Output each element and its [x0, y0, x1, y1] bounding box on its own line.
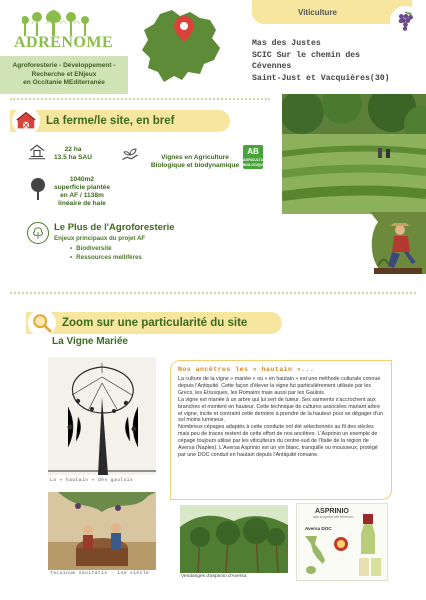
barn-icon — [12, 107, 40, 135]
farm-title: La ferme/le site, en bref — [46, 115, 175, 127]
category-label: Viticulture — [298, 7, 337, 17]
hautain-engraving — [48, 357, 156, 475]
hautain-text-box — [170, 360, 392, 500]
department-map — [140, 8, 222, 86]
farm-name-line: Saint-Just et Vacquières(30) — [252, 73, 390, 83]
field-icon — [28, 143, 46, 161]
category-banner — [252, 0, 412, 24]
asprinio-doc: Aversa DOC — [305, 526, 332, 531]
asprinio-infographic — [296, 503, 388, 581]
org-line: Agroforesterie - Développement - — [12, 62, 116, 70]
gardener-illustration — [370, 212, 426, 274]
adrenome-logo — [12, 10, 114, 54]
engraving-caption: La « hautain » des gaulois — [50, 478, 134, 483]
photo-caption: Vendanges d'asprinio d'Aversa — [181, 574, 247, 579]
org-line: Recherche et ENjeux — [31, 70, 97, 78]
af-line: 1040m2 — [69, 176, 95, 183]
list-item: • Ressources mellifères — [70, 253, 142, 262]
agro-subtitle: Enjeux principaux du projet AF — [54, 235, 146, 242]
wine-bottles-icon — [357, 514, 385, 578]
italy-map-icon — [301, 534, 331, 578]
af-line: superficie plantée — [53, 184, 111, 191]
farm-name-line: Cévennes — [252, 62, 292, 71]
trees-icon — [22, 10, 92, 36]
list-item: • Biodiversité — [70, 244, 142, 253]
asprinio-harvest-photo — [180, 505, 288, 573]
asprinio-tagline: alla scoperta del territorio — [313, 515, 354, 519]
grape-icon — [390, 6, 420, 36]
vigne-title: La Vigne Mariée — [52, 336, 128, 347]
box-paragraph: Nombreux cépages adaptés à cette conduite ont été sélectionnés au fil des siècles mais peu de traces restent de cette effort de nos ancêtres. L'Asprinio un exemple de cépage toujours utilisé par les viticulteurs du centre-sud de l'Italie de la région de Aversa (Naples). L'Aversa Asprinio est un vin blanc, tranquille ou mousseux, protégé par une DOC conduit en hautain depuis l'Antiquité romaine. — [178, 424, 378, 458]
vines-line: Biologique et biodynamique — [150, 162, 240, 169]
farm-name-line: Mas des Justes — [252, 39, 321, 48]
farm-name-block — [252, 38, 422, 84]
divider — [10, 98, 270, 100]
af-line: en AF / 1138m — [60, 192, 104, 199]
box-paragraph: La culture de la vigne « mariée » ou « en hautain » est une méthode culturale connue depuis l'Antiquité. Cette façon d'élever la vigne fut particulièrement utilisée par les Grecs, les Etrusques, les Romains mais aussi par les Gaulois. — [178, 376, 381, 396]
vines-line: Vignes en Agriculture — [161, 154, 229, 161]
magnifier-icon — [28, 309, 56, 337]
logo-text: ADRENOME — [14, 34, 114, 51]
af-stat — [52, 176, 112, 208]
ab-organic-logo — [243, 145, 269, 169]
org-line: en Occitanie MEditerranée — [23, 79, 105, 87]
medieval-illustration — [48, 492, 156, 570]
zoom-section-title — [26, 312, 282, 334]
doc-seal-icon — [333, 536, 349, 552]
vineyard-photo — [282, 94, 426, 214]
sau-total: 22 ha — [64, 146, 82, 153]
divider — [10, 292, 416, 294]
sau-stat — [50, 146, 96, 162]
ab-label: AB — [247, 147, 259, 156]
agro-list — [70, 244, 142, 262]
zoom-title: Zoom sur une particularité du site — [62, 317, 248, 329]
vines-stat — [150, 154, 240, 170]
box-title: Nos ancêtres les « hautain »... — [178, 366, 315, 373]
af-line: linéaire de haie — [58, 200, 106, 207]
org-description — [0, 56, 128, 94]
box-paragraph: La vigne est mariée à un arbre qui lui sert de tuteur. Ses sarments s'accrochent aux branches et montent en hauteur. Cette technique de cultures associées mariant arbre et vigne, incite et contraint cette dernière à prendre de la hauteur pour se dégager d'un sol moins lumineux. — [178, 396, 384, 424]
farm-name-line: SCIC Sur le chemin des — [252, 50, 361, 60]
sau-value: 13.5 ha SAU — [53, 154, 93, 161]
asprinio-title: ASPRINIO — [315, 508, 349, 515]
tree-icon — [28, 177, 48, 201]
farm-section-title — [10, 110, 230, 132]
tree-outline-icon — [27, 222, 49, 244]
agro-title: Le Plus de l'Agroforesterie — [54, 222, 175, 233]
hand-plant-icon — [121, 146, 139, 164]
ab-small: AGRICULTURE BIOLOGIQUE — [243, 158, 269, 167]
illustration-caption: Tacuinum sanitatis - 14e siècle — [50, 571, 150, 576]
